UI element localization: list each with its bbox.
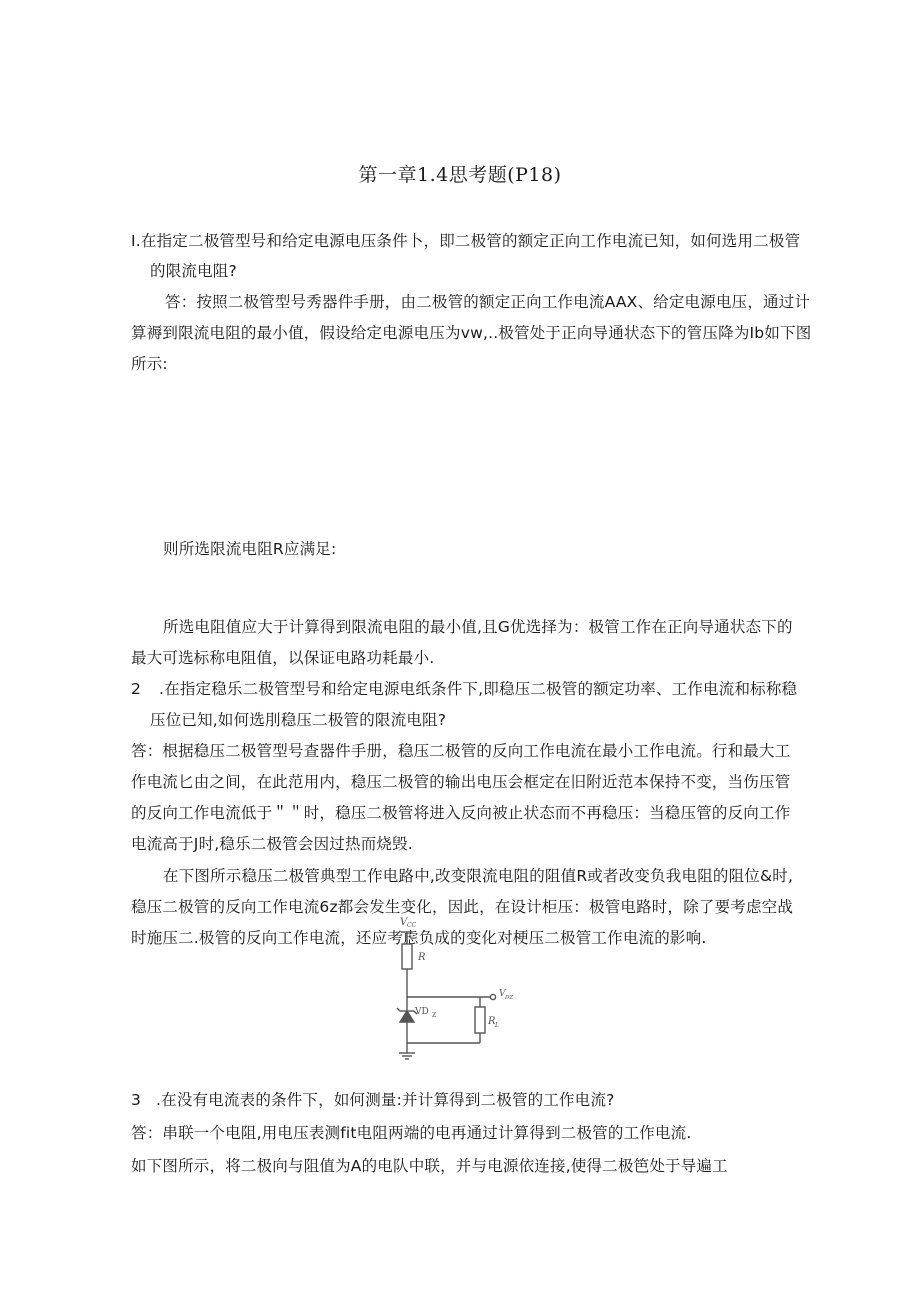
q2-answer-4: 电流高于J时,稳乐二极管会因过热而烧毁. [131, 835, 413, 853]
q3-number: 3 [131, 1091, 142, 1109]
zener-triangle [400, 1011, 414, 1022]
vdz-label-sub: Z [432, 1012, 437, 1019]
page-title: 第一章1.4思考题(P18) [358, 164, 562, 186]
zener-circuit-diagram [380, 912, 550, 1072]
q2-answer-3: 的反向工作电流低于＂＂时，稳压二极管将进入反向被止状态而不再稳压：当稳压管的反向工作 [131, 804, 791, 822]
vcc-label: V [400, 917, 408, 928]
q2-body-3: 时施压二.极管的反向工作电流，还应考虑负成的变化对梗压二极管工作电流的影响. [131, 929, 707, 947]
q2-body-1: 在下图所示稳压二极管典型工作电路中,改变限流电阻的阻值R或者改变负我电阻的阻位&时, [163, 867, 794, 885]
q1-answer-2: 算褥到限流电阻的最小值，假设给定电源电压为vw,..极管处于正向导通状态下的管压降为Ib如下图 [131, 324, 812, 342]
q3-line-1: .在没有电流表的条件下，如何测量:并计算得到二极管的工作电流? [156, 1091, 615, 1109]
rl-label-sub: L [495, 1022, 499, 1029]
output-terminal [490, 994, 495, 999]
q1-answer-1: 答：按照二极管型号秀器件手册，由二极管的额定正向工作电流AAX、给定电源电压，通过计 [165, 293, 811, 311]
q2-answer-2: 作电流匕由之间，在此范用内，稳压二极管的输出电压会框定在旧附近范本保持不变，当伤压管 [131, 773, 791, 791]
q2-line-2: 压位已知,如何选刖稳压二极管的限流电阻? [150, 711, 447, 729]
q1-line-1: I.在指定二极管型号和给定电源电压条件卜，即二极管的额定正向工作电流已知，如何选用二极管 [131, 232, 801, 250]
q1-conclusion-1: 所选电阻值应大于计算得到限流电阻的最小值,且G优选择为：极管工作在正向导通状态下的 [163, 618, 793, 636]
resistor-rl [475, 1007, 485, 1033]
q1-answer-3: 所示: [131, 355, 168, 373]
q1-line-2: 的限流电阻? [150, 262, 237, 280]
zener-cathode-hook-left [397, 1008, 400, 1011]
q2-number: 2 [131, 680, 142, 698]
q3-answer-1: 答：串联一个电阻,用电压表测fit电阻两端的电再通过计算得到二极管的工作电流. [131, 1124, 692, 1142]
vout-label-sub: DZ [505, 995, 514, 1001]
q1-conclusion-2: 最大可选标称电阻值，以保证电路功耗最小. [131, 649, 435, 667]
q2-answer-1: 答：根据稳压二极管型号查器件手册，稳压二极管的反向工作电流在最小工作电流。行和最大工 [131, 742, 791, 760]
r-label: R [418, 952, 426, 963]
vcc-label-sub: CC [407, 922, 417, 929]
vdz-label: VD [415, 1007, 429, 1017]
rl-label: R [488, 1016, 496, 1027]
q2-line-1: .在指定稳乐二极管型号和给定电源电纸条件下,即稳压二极管的额定功率、工作电流和标称稳 [159, 680, 798, 698]
q3-answer-2: 如下图所示，将二极向与阻值为A的电队中联，并与电源依连接,使得二极笆处于导遍工 [131, 1157, 728, 1175]
vout-label: V [499, 989, 506, 999]
resistor-r [402, 944, 412, 969]
q2-body-2: 稳压二极管的反向工作电流6z都会发生变化，因此，在设计柜压：极管电路时，除了要考虑空战 [131, 898, 794, 916]
q1-condition: 则所选限流电阻R应满足: [163, 540, 337, 558]
